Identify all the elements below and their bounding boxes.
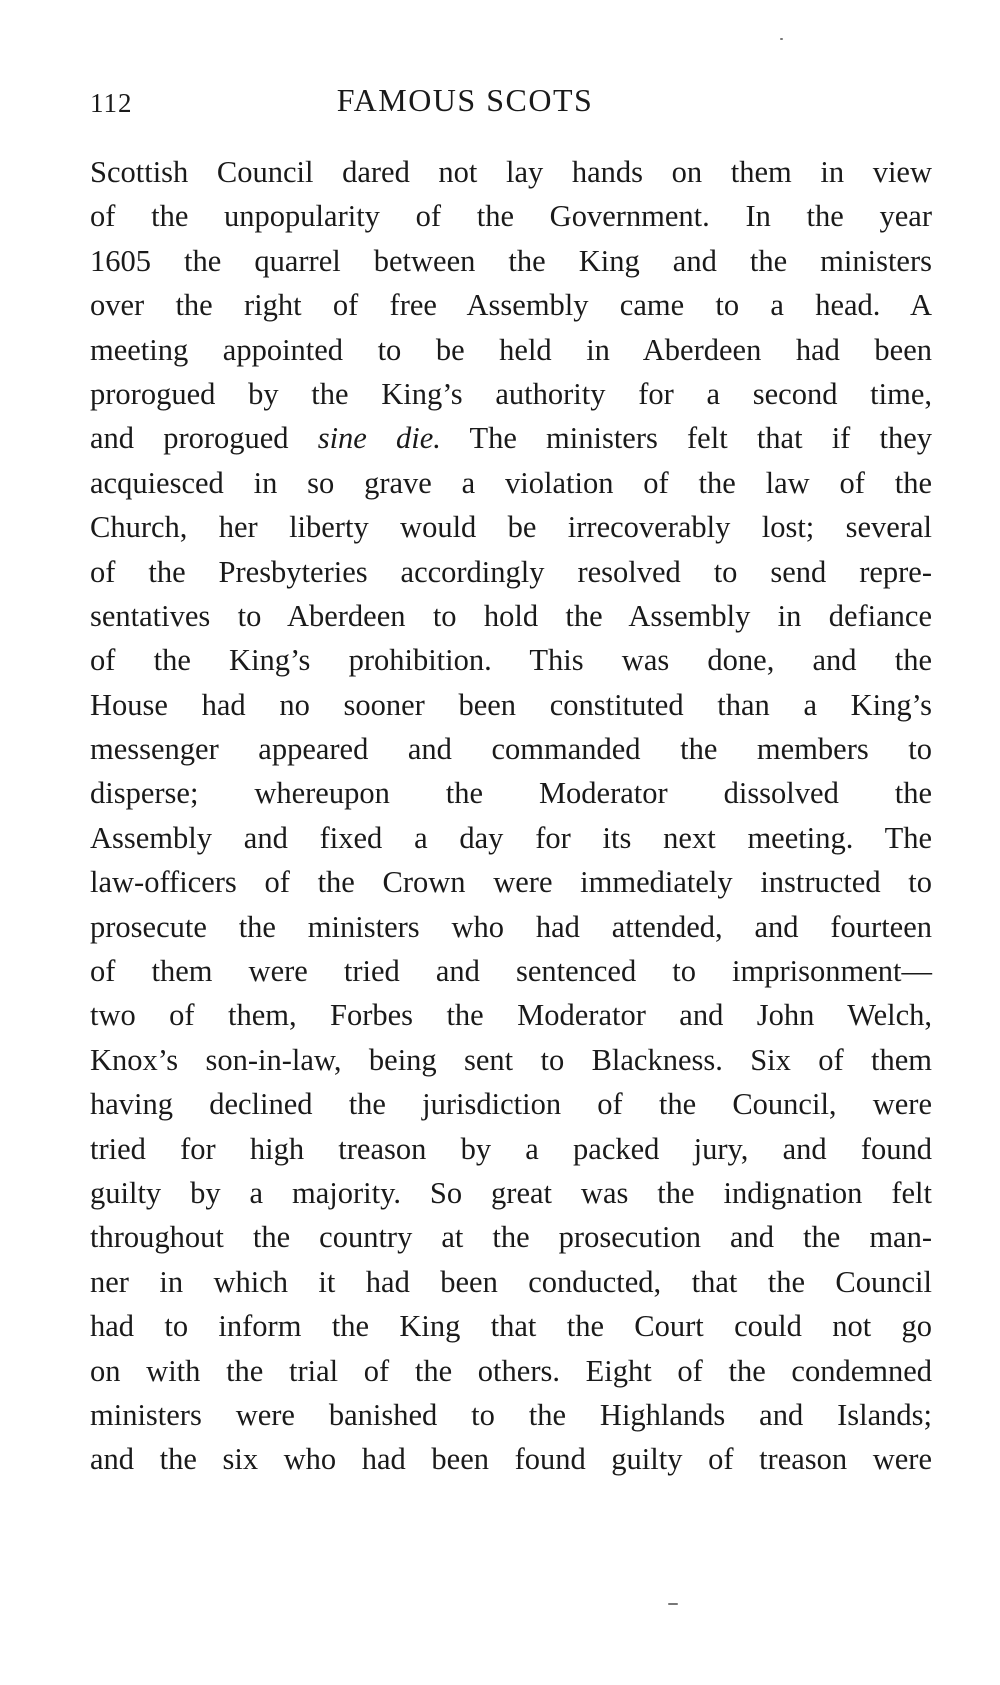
text-line-2: of the unpopularity of the Government. In the year — [90, 199, 932, 234]
text-line-11: sentatives to Aberdeen to hold the Assembly in defiance — [90, 598, 932, 633]
text-line-7-start: and prorogued — [90, 421, 318, 456]
text-line-7-end: The ministers felt that if they — [440, 421, 932, 456]
text-line-3: 1605 the quarrel between the King and the ministers — [90, 243, 932, 278]
text-line-20: two of them, Forbes the Moderator and John Welch, — [90, 998, 932, 1033]
print-speck — [780, 38, 783, 40]
text-line-10: of the Presbyteries accordingly resolved to send repre- — [90, 554, 932, 589]
text-line-9: Church, her liberty would be irrecoverably lost; several — [90, 510, 932, 545]
text-line-8: acquiesced in so grave a violation of the law of the — [90, 465, 932, 500]
text-line-7 — [90, 416, 932, 460]
text-line-26: ner in which it had been conducted, that the Council — [90, 1264, 932, 1299]
text-line-18: prosecute the ministers who had attended, and fourteen — [90, 909, 932, 944]
running-title: FAMOUS SCOTS — [336, 82, 594, 118]
text-line-23: tried for high treason by a packed jury, and found — [90, 1131, 932, 1166]
text-line-4: over the right of free Assembly came to a head. A — [90, 288, 932, 323]
text-line-6: prorogued by the King’s authority for a second time, — [90, 376, 932, 411]
text-line-24: guilty by a majority. So great was the indignation felt — [90, 1175, 932, 1210]
latin-phrase: sine die. — [317, 421, 441, 456]
text-line-5: meeting appointed to be held in Aberdeen had been — [90, 332, 932, 367]
text-line-13: House had no sooner been constituted than a King’s — [90, 687, 932, 722]
text-line-19: of them were tried and sentenced to imprisonment— — [90, 954, 932, 989]
text-line-1: Scottish Council dared not lay hands on them in view — [90, 155, 932, 189]
text-line-21: Knox’s son-in-law, being sent to Blackness. Six of them — [90, 1042, 932, 1077]
text-line-27: had to inform the King that the Court could not go — [90, 1309, 932, 1344]
text-line-29: ministers were banished to the Highlands and Islands; — [90, 1397, 932, 1432]
page-number: 112 — [90, 88, 133, 118]
text-line-16: Assembly and fixed a day for its next meeting. The — [90, 820, 932, 855]
text-line-12: of the King’s prohibition. This was done, and the — [90, 643, 932, 678]
text-line-17: law-officers of the Crown were immediately instructed to — [90, 865, 932, 900]
text-line-14: messenger appeared and commanded the members to — [90, 732, 932, 767]
text-line-15: disperse; whereupon the Moderator dissolved the — [90, 776, 932, 811]
print-speck — [668, 1603, 678, 1605]
running-head — [90, 78, 930, 128]
text-line-25: throughout the country at the prosecution and the man- — [90, 1220, 932, 1255]
body-text — [90, 150, 932, 1482]
text-line-22: having declined the jurisdiction of the Council, were — [90, 1087, 932, 1122]
text-line-28: on with the trial of the others. Eight of the condemned — [90, 1353, 932, 1388]
text-line-30: and the six who had been found guilty of treason were — [90, 1442, 932, 1477]
